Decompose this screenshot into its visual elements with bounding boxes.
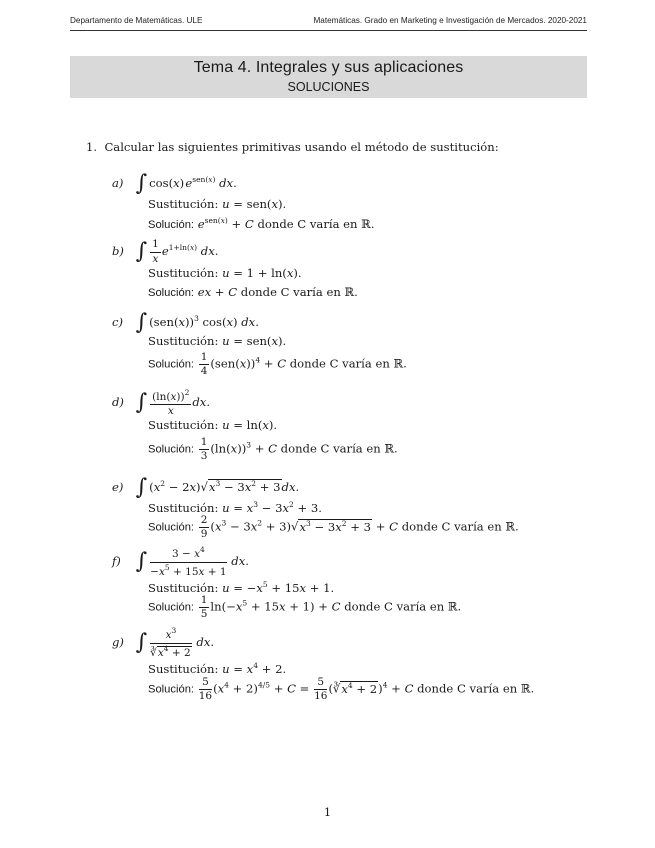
- substitution-label: Sustitución:: [148, 266, 219, 280]
- solution-label: Solución:: [148, 358, 195, 371]
- substitution-label: Sustitución:: [148, 418, 219, 432]
- item-d-substitution: Sustitución: u = ln(x).: [148, 418, 278, 432]
- varies-text: donde C varía en ℝ.: [240, 285, 358, 299]
- exercise-statement: Calcular las siguientes primitivas usando el método de sustitución:: [104, 140, 499, 154]
- item-b-substitution: Sustitución: u = 1 + ln(x).: [148, 266, 302, 280]
- varies-text: donde C varía en ℝ.: [280, 441, 398, 456]
- header-divider: [70, 30, 587, 31]
- item-a-integral: a) ∫ cos(x) $e^{sen(x)}$ dx.: [112, 171, 237, 196]
- varies-text: donde C varía en ℝ.: [257, 217, 375, 231]
- item-d-solution: Solución: $\frac{1}{3}$ $(\ln(x))^3 + C$ donde C varía en ℝ.: [148, 436, 398, 463]
- item-e-solution: Solución: $\frac{2}{9}$ $(x^3 - 3x^2 + 3)√x^3 - 3x^2 + 3 + C$ donde C varía en ℝ.: [148, 514, 519, 541]
- varies-text: donde C varía en ℝ.: [289, 356, 407, 371]
- item-b-integral: b) ∫ $\frac{1}{x}$ $e^{1+ln(x)}$ dx.: [112, 238, 219, 265]
- item-label: c): [112, 315, 124, 329]
- item-c-integral: c) ∫ $(sen(x))^3$ cos(x) dx.: [112, 310, 259, 335]
- solution-label: Solución:: [148, 443, 195, 456]
- item-e-substitution: Sustitución: $u = x^3 - 3x^2 + 3$.: [148, 500, 322, 515]
- item-d-integral: d) ∫ $\frac{(\ln(x))^2}{x}$ dx.: [112, 387, 211, 417]
- page-number: 1: [323, 805, 332, 819]
- solution-label: Solución:: [148, 287, 195, 299]
- varies-text: donde C varía en ℝ.: [417, 681, 535, 696]
- item-label: a): [112, 176, 124, 190]
- substitution-label: Sustitución:: [148, 581, 219, 595]
- item-label: g): [112, 635, 124, 649]
- item-g-solution: Solución: $\frac{5}{16}$ $(x^4 + 2)^{4/5} + C$ = $\frac{5}{16}$ $(∛x^4 + 2)^4 + C$ donde C varía en ℝ.: [148, 676, 535, 703]
- page-subtitle: SOLUCIONES: [287, 80, 370, 94]
- solution-label: Solución:: [148, 521, 195, 534]
- item-g-integral: g) ∫ $\frac{x^3}{∛x^4 + 2}$ dx.: [112, 626, 215, 659]
- header-right: Matemáticas. Grado en Marketing e Investigación de Mercados. 2020-2021: [313, 16, 587, 25]
- item-a-solution: Solución: $e^{sen(x)} + C$ donde C varía en ℝ.: [148, 216, 375, 231]
- substitution-label: Sustitución:: [148, 501, 219, 515]
- page-title: Tema 4. Integrales y sus aplicaciones: [193, 59, 464, 76]
- item-label: f): [112, 554, 121, 568]
- item-label: d): [112, 395, 124, 409]
- item-c-substitution: Sustitución: u = sen(x).: [148, 334, 287, 348]
- substitution-label: Sustitución:: [148, 197, 219, 211]
- exercise-number: 1.: [86, 140, 98, 154]
- solution-label: Solución:: [148, 683, 195, 696]
- item-e-integral: e) ∫ $(x^2 - 2x)√x^3 - 3x^2 + 3dx$.: [112, 475, 300, 500]
- varies-text: donde C varía en ℝ.: [401, 519, 519, 534]
- item-b-solution: Solución: ex + C donde C varía en ℝ.: [148, 285, 358, 299]
- solution-label: Solución:: [148, 219, 195, 231]
- exercise-heading: [86, 140, 499, 154]
- item-f-substitution: Sustitución: $u = -x^5 + 15x + 1$.: [148, 580, 335, 595]
- item-g-substitution: Sustitución: $u = x^4 + 2$.: [148, 661, 287, 676]
- item-a-substitution: Sustitución: u = sen(x).: [148, 197, 287, 211]
- item-f-integral: f) ∫ $\frac{3 - x^4}{-x^5 + 15x + 1}$ dx.: [112, 545, 249, 578]
- substitution-label: Sustitución:: [148, 334, 219, 348]
- item-f-solution: Solución: $\frac{1}{5}$ $\ln(-x^5 + 15x + 1) + C$ donde C varía en ℝ.: [148, 594, 462, 621]
- header-left: Departamento de Matemáticas. ULE: [70, 16, 203, 25]
- item-c-solution: Solución: $\frac{1}{4}$ $(sen(x))^4 + C$ donde C varía en ℝ.: [148, 351, 407, 378]
- varies-text: donde C varía en ℝ.: [344, 599, 462, 614]
- solution-label: Solución:: [148, 601, 195, 614]
- item-label: b): [112, 244, 124, 258]
- item-label: e): [112, 480, 124, 494]
- title-box: [70, 56, 587, 98]
- substitution-label: Sustitución:: [148, 662, 219, 676]
